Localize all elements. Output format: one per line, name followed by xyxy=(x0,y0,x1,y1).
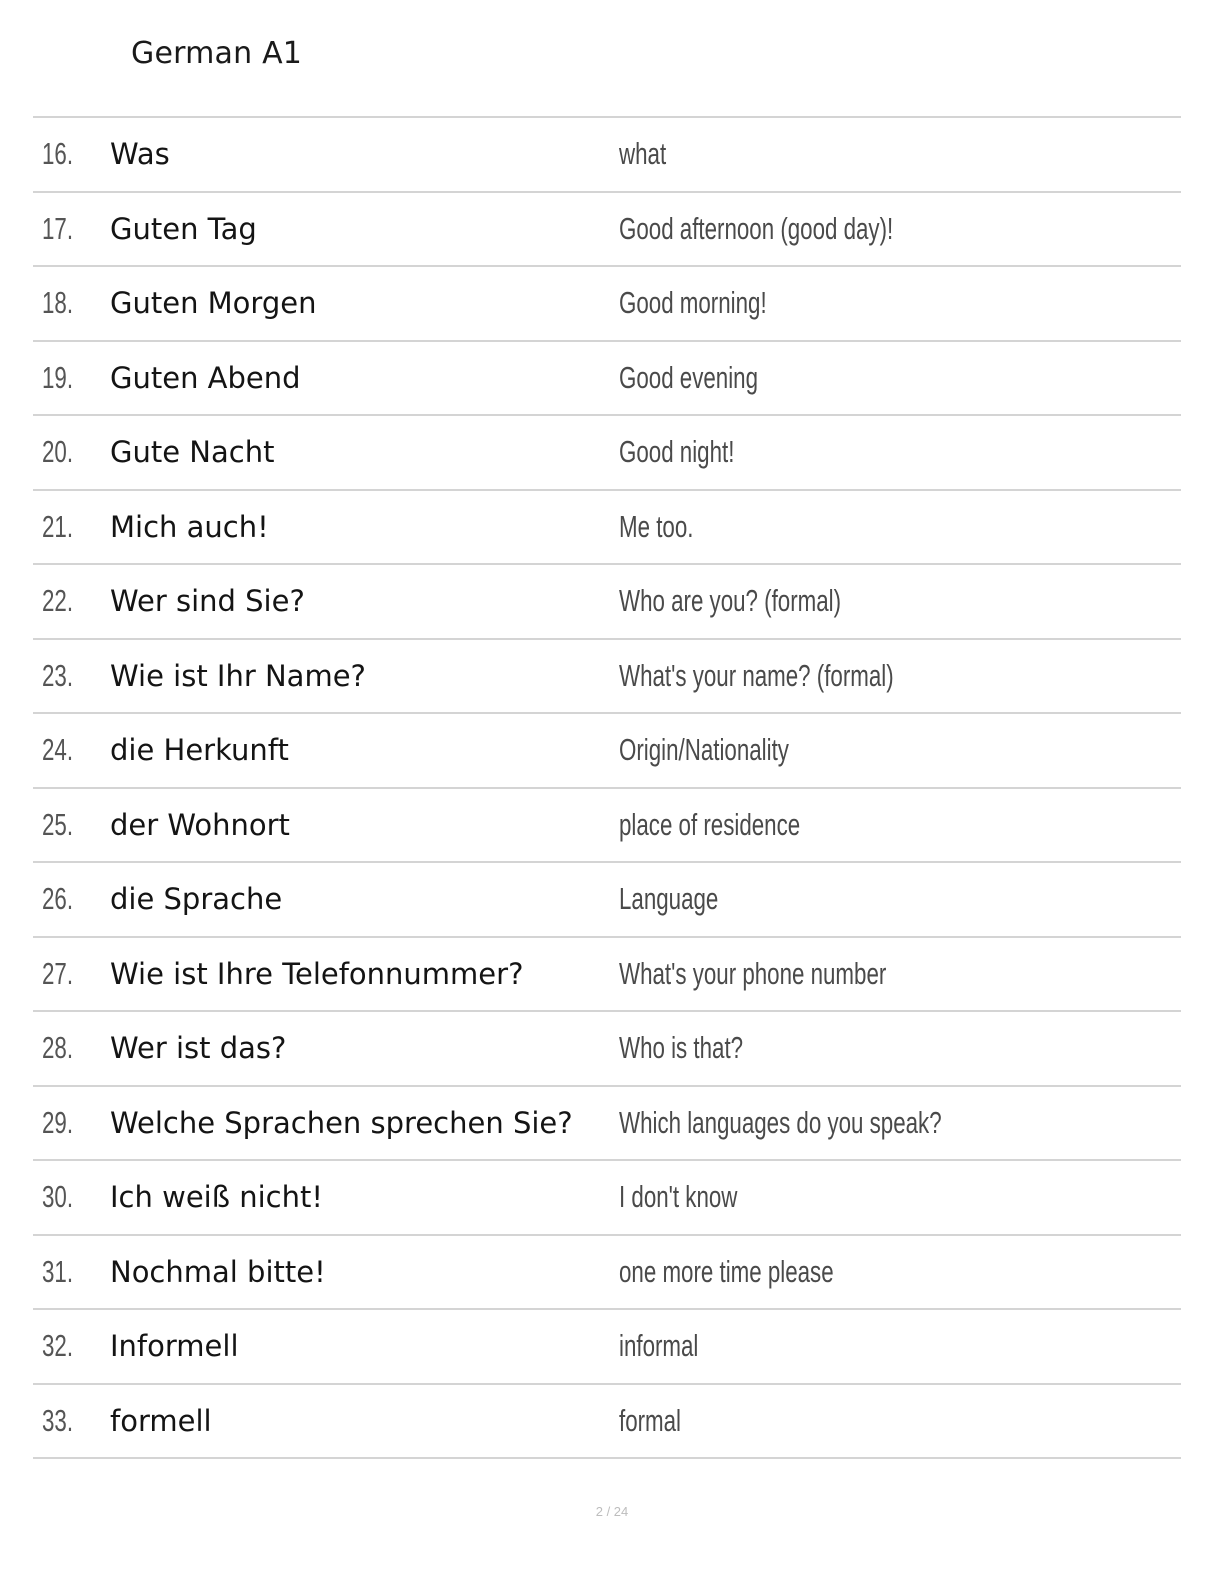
english-translation: Good evening xyxy=(619,359,758,395)
english-translation: one more time please xyxy=(619,1253,834,1289)
table-row xyxy=(33,118,1181,193)
row-number: 22. xyxy=(42,583,74,619)
german-phrase: der Wohnort xyxy=(110,807,290,842)
page-number-indicator: 2 / 24 xyxy=(595,1504,629,1519)
german-phrase: Ich weiß nicht! xyxy=(110,1180,323,1215)
table-row xyxy=(33,1236,1181,1311)
table-row xyxy=(33,1161,1181,1236)
german-phrase: formell xyxy=(110,1403,212,1438)
table-row xyxy=(33,267,1181,342)
row-number: 21. xyxy=(42,508,74,544)
table-row xyxy=(33,342,1181,417)
english-translation: Language xyxy=(619,881,719,917)
row-number: 18. xyxy=(42,285,74,321)
english-translation: I don't know xyxy=(619,1179,738,1215)
row-number: 17. xyxy=(42,210,74,246)
german-phrase: Wer ist das? xyxy=(110,1031,287,1066)
english-translation: Origin/Nationality xyxy=(619,732,789,768)
row-number: 32. xyxy=(42,1328,74,1364)
english-translation: place of residence xyxy=(619,806,801,842)
english-translation: Who are you? (formal) xyxy=(619,583,842,619)
row-number: 30. xyxy=(42,1179,74,1215)
german-phrase: Wer sind Sie? xyxy=(110,584,305,619)
row-number: 27. xyxy=(42,955,74,991)
row-number: 25. xyxy=(42,806,74,842)
table-row xyxy=(33,1385,1181,1460)
vocabulary-table xyxy=(33,116,1181,1459)
table-row xyxy=(33,1087,1181,1162)
german-phrase: Wie ist Ihre Telefonnummer? xyxy=(110,956,524,991)
german-phrase: Guten Abend xyxy=(110,360,301,395)
row-number: 28. xyxy=(42,1030,74,1066)
table-row xyxy=(33,416,1181,491)
english-translation: formal xyxy=(619,1402,682,1438)
table-row xyxy=(33,491,1181,566)
table-row xyxy=(33,1012,1181,1087)
row-number: 20. xyxy=(42,434,74,470)
german-phrase: Welche Sprachen sprechen Sie? xyxy=(110,1105,573,1140)
english-translation: informal xyxy=(619,1328,699,1364)
row-number: 29. xyxy=(42,1104,74,1140)
english-translation: Me too. xyxy=(619,508,694,544)
row-number: 24. xyxy=(42,732,74,768)
row-number: 23. xyxy=(42,657,74,693)
german-phrase: Wie ist Ihr Name? xyxy=(110,658,366,693)
german-phrase: Mich auch! xyxy=(110,509,269,544)
german-phrase: Was xyxy=(110,137,170,172)
english-translation: Which languages do you speak? xyxy=(619,1104,942,1140)
row-number: 31. xyxy=(42,1253,74,1289)
row-number: 26. xyxy=(42,881,74,917)
table-row xyxy=(33,714,1181,789)
english-translation: What's your phone number xyxy=(619,955,887,991)
table-row xyxy=(33,863,1181,938)
page-title: German A1 xyxy=(131,36,303,71)
row-number: 33. xyxy=(42,1402,74,1438)
table-row xyxy=(33,1310,1181,1385)
row-number: 16. xyxy=(42,136,74,172)
english-translation: what xyxy=(619,136,667,172)
english-translation: Good morning! xyxy=(619,285,767,321)
german-phrase: Gute Nacht xyxy=(110,435,275,470)
table-row xyxy=(33,938,1181,1013)
german-phrase: Nochmal bitte! xyxy=(110,1254,326,1289)
german-phrase: die Herkunft xyxy=(110,733,289,768)
row-number: 19. xyxy=(42,359,74,395)
german-phrase: Guten Tag xyxy=(110,211,257,246)
table-row xyxy=(33,565,1181,640)
english-translation: Who is that? xyxy=(619,1030,744,1066)
german-phrase: Informell xyxy=(110,1329,239,1364)
english-translation: Good night! xyxy=(619,434,735,470)
table-row xyxy=(33,193,1181,268)
table-row xyxy=(33,789,1181,864)
english-translation: What's your name? (formal) xyxy=(619,657,894,693)
german-phrase: Guten Morgen xyxy=(110,286,317,321)
english-translation: Good afternoon (good day)! xyxy=(619,210,894,246)
german-phrase: die Sprache xyxy=(110,882,283,917)
table-row xyxy=(33,640,1181,715)
